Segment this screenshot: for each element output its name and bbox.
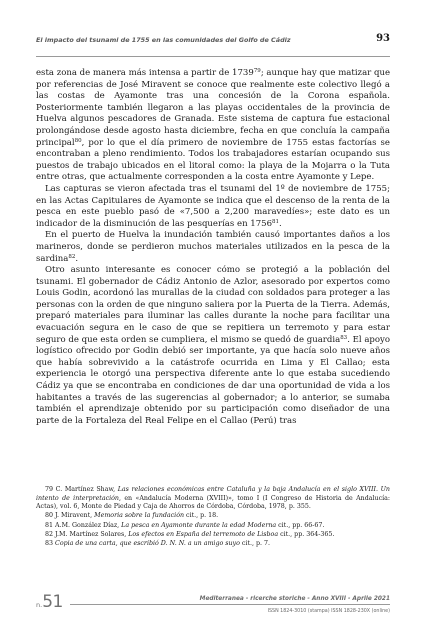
text-run: cit., p. 18. — [184, 512, 219, 520]
text-run: , en «Andalucía Moderna (XVIII)», tomo I (I Congreso de Historia de Andalucía: Actas), vol. 6, Monte de Piedad y Caja de Ahorros de Córdoba, Córdoba, 1978, p. 355. — [36, 494, 390, 511]
running-header — [36, 28, 390, 57]
text-run: cit., pp. 66-67. — [276, 521, 325, 529]
issn-info: ISSN 1824-3010 (stampa) ISSN 1828-230X (online) — [267, 609, 390, 614]
text-run: . — [75, 253, 79, 264]
body-text — [36, 68, 390, 427]
text-run: , por lo que el día primero de noviembre de 1755 estas factorías se encontraban a pleno rendimiento. Todos los trabajadores estarían ocupando sus puestos de trabajo ubicados en el litoral como: la playa de la Mojarra o la Tuta entre otras, que actualmente corresponden a la costa entre Ayamonte y Lepe. — [36, 137, 390, 183]
footnote — [36, 531, 390, 540]
text-run: Las capturas se vieron afectada tras el tsunami del 1º de noviembre de 1755; en las Actas Capitulares de Ayamonte se indica que el descenso de la renta de la pesca en este pueblo pasó de «7,500 a 2,200 maravedíes»; este dato es un indicador de la disminución de las pesquerías en 1756 — [36, 183, 390, 229]
paragraph — [36, 265, 390, 427]
page-number: 93 — [376, 33, 390, 44]
text-run: En el puerto de Huelva la inundación también causó importantes daños a los marineros, donde se perdieron muchos materiales utilizados en la pesca de la sardina — [36, 230, 390, 264]
italic-title: Copia de una carta, que escribió D. N. N. a un amigo suyo — [55, 539, 240, 547]
italic-title: Los efectos en España del terremoto de Lisboa — [128, 530, 279, 538]
footnotes — [36, 486, 390, 549]
italic-title: Memoria sobre la fundación — [94, 512, 185, 520]
footnote — [36, 540, 390, 549]
footnote-ref: 83 — [340, 334, 348, 341]
text-run: cit., pp. 364-365. — [278, 530, 335, 538]
running-title: El impacto del tsunami de 1755 en las comunidades del Golfo de Cádiz — [36, 36, 291, 44]
footnote-ref: 79 — [253, 68, 261, 74]
text-run: 80 J. Miravent, — [45, 512, 95, 520]
text-run: esta zona de manera más intensa a partir de 1739 — [36, 68, 254, 78]
footnote-ref: 80 — [74, 137, 82, 144]
footnote-ref: 81 — [272, 218, 280, 225]
text-run: ; aunque hay que matizar que por referencias de José Miravent se conoce que realmente este colectivo llegó a las costas de Ayamonte tras una concesión de la Corona española. Posteriormente también llegaron a las playas occidentales de la provincia de Huelva algunos pescadores de Granada. Este sistema de captura fue estacional prolongándose desde agosto hasta diciembre, fecha en que concluía la campaña principal — [36, 68, 391, 148]
text-run: 82 J.M. Martínez Solares, — [45, 530, 129, 538]
footnote — [36, 512, 390, 521]
journal-info: Mediterranea - ricerche storiche - Anno XVIII - Aprile 2021 — [199, 596, 390, 602]
text-run: . El apoyo logístico ofrecido por Godin debió ser importante, ya que hacía solo nueve años que había sobrevivido a la catástrofe ocurrida en Lima y El Callao; esta experiencia le otorgó una perspectiva diferente ante lo que estaba sucediendo Cádiz ya que se encontraba en condiciones de dar una oportunidad de vida a los habitantes a través de las sugerencias al gobernador; a lo anterior, se sumaba también el aprendizaje obtenido por su participación como diseñador de una parte de la Fortaleza del Real Felipe en el Callao (Perú) tras — [36, 334, 391, 426]
issue-number-value: 51 — [42, 592, 63, 612]
footnote-ref: 82 — [68, 253, 76, 260]
paragraph — [36, 230, 390, 265]
footer-divider — [70, 604, 390, 605]
paragraph — [36, 68, 390, 184]
text-run: 83 — [45, 539, 56, 547]
footnote — [36, 486, 390, 512]
text-run: cit., p. 7. — [239, 539, 271, 547]
paragraph — [36, 184, 390, 230]
footnote — [36, 522, 390, 531]
text-run: Otro asunto interesante es conocer cómo se protegió a la población del tsunami. El gobernador de Cádiz Antonio de Azlor, asesorado por expertos como Louis Godin, acordonó las murallas de la ciudad con soldados para proteger a las personas con la orden de que ninguno saliera por la Puerta de la Tierra. Además, preparó materiales para iluminar las calles durante la noche para facilitar una evacuación segura en le caso de que se repitiera un terremoto y para estar seguro de que esta orden se cumpliera, el mismo se quedó de guardia — [36, 265, 390, 345]
text-run: 79 C. Martínez Shaw, — [45, 486, 118, 493]
italic-title: La pesca en Ayamonte durante la edad Moderna — [121, 521, 277, 529]
text-run: 81 A.M. González Díaz, — [45, 521, 122, 529]
text-run: . — [279, 218, 282, 229]
italic-title: Las relaciones económicas entre Cataluña y la baja Andalucía en el siglo XVIII. Un intento de interpretación — [36, 486, 390, 502]
issue-number — [36, 592, 63, 612]
issue-prefix: n. — [36, 601, 43, 609]
